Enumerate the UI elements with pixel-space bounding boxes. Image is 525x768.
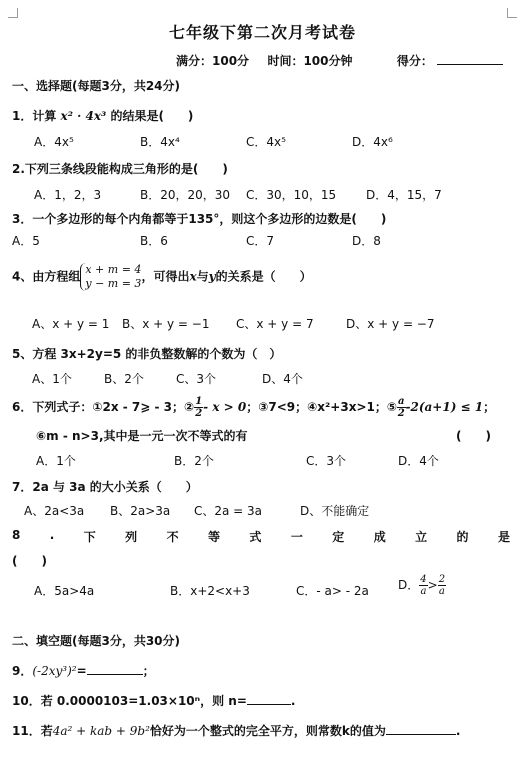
q6-fraction-2-denominator: 2 xyxy=(397,408,405,419)
q4-option-b[interactable]: B、x + y = −1 xyxy=(122,317,210,331)
q4-var-x: x xyxy=(189,269,197,284)
page-title: 七年级下第二次月考试卷 xyxy=(168,23,356,42)
q2-option-d[interactable]: D．4，15，7 xyxy=(366,188,442,202)
q6-line-2: ⑥m - n>3,其中是一元一次不等式的有 xyxy=(36,429,248,443)
question-3: 3．一个多边形的每个内角都等于135°，则这个多边形的边数是( ) xyxy=(12,212,387,226)
q8-char: 等 xyxy=(208,530,221,544)
q1-option-a[interactable]: A．4x⁵ xyxy=(34,135,74,149)
q11-expression: 4a² + kab + 9b² xyxy=(52,724,150,738)
q9-label: 9． xyxy=(12,664,33,678)
q8-option-d-operator: > xyxy=(427,578,438,592)
q8-char: 成 xyxy=(373,530,386,544)
q11-text-b: 恰好为一个整式的完全平方，则常数k的值为 xyxy=(149,724,386,738)
q6-option-a[interactable]: A．1个 xyxy=(36,454,76,468)
section-1-heading: 一、选择题(每题3分，共24分) xyxy=(12,79,181,93)
q8-char: 8 xyxy=(12,528,21,542)
q8-char: 是 xyxy=(497,530,510,544)
question-10 xyxy=(12,692,295,709)
q2-option-c[interactable]: C．30，10，15 xyxy=(246,188,337,202)
q6-stem-a: 6．下列式子：①2x - 7⩾ - 3；② xyxy=(12,400,195,414)
q1-option-c[interactable]: C．4x⁵ xyxy=(246,135,286,149)
q9-answer-blank[interactable] xyxy=(87,662,143,675)
q8-option-d-label: D． xyxy=(398,578,420,592)
q8-char: 列 xyxy=(125,530,138,544)
exam-time: 时间：100分钟 xyxy=(267,54,353,68)
q6-answer-paren: ( ) xyxy=(456,429,491,443)
q4-equation-2: y − m = 3 xyxy=(85,277,142,290)
q6-expression-a: - x > 0 xyxy=(203,400,247,414)
q8-char: 定 xyxy=(332,530,345,544)
q4-stem-c: 的关系是（ ） xyxy=(215,269,312,284)
q4-option-d[interactable]: D、x + y = −7 xyxy=(346,317,435,331)
q4-stem-b: ，可得出 xyxy=(141,269,190,284)
q11-text-a: 11．若 xyxy=(12,724,53,738)
exam-meta xyxy=(176,52,503,69)
q2-option-b[interactable]: B．20，20，30 xyxy=(140,188,231,202)
q7-option-a[interactable]: A、2a<3a xyxy=(24,504,85,518)
q5-option-d[interactable]: D、4个 xyxy=(262,372,303,386)
q5-option-a[interactable]: A、1个 xyxy=(32,372,72,386)
q10-answer-blank[interactable] xyxy=(247,692,291,705)
q3-option-b[interactable]: B．6 xyxy=(140,234,168,248)
q8-char: 式 xyxy=(249,530,262,544)
q8-d-f1-denominator: a xyxy=(420,586,427,597)
q8-char: 不 xyxy=(166,530,179,544)
q4-option-c[interactable]: C、x + y = 7 xyxy=(236,317,314,331)
q8-option-b[interactable]: B．x+2<x+3 xyxy=(170,584,250,598)
score-blank[interactable] xyxy=(437,52,503,65)
corner-mark-left xyxy=(8,8,18,18)
q6-option-c[interactable]: C．3个 xyxy=(306,454,347,468)
q6-option-d[interactable]: D．4个 xyxy=(398,454,439,468)
q3-option-a[interactable]: A．5 xyxy=(12,234,40,248)
q2-option-a[interactable]: A．1，2，3 xyxy=(34,188,102,202)
q1-expression: x² · 4x³ xyxy=(60,109,107,123)
q8-d-f2-denominator: a xyxy=(438,586,445,597)
q6-fraction-2-numerator: a xyxy=(398,396,405,407)
q4-equation-1: x + m = 4 xyxy=(85,263,142,276)
question-8-stem xyxy=(12,528,510,545)
q9-equals: = xyxy=(76,664,87,678)
q6-fraction-1-denominator: 2 xyxy=(195,408,203,419)
q9-end: ； xyxy=(142,664,155,678)
q1-option-b[interactable]: B．4x⁴ xyxy=(140,135,180,149)
q4-option-a[interactable]: A、x + y = 1 xyxy=(32,317,110,331)
q8-d-f2-numerator: 2 xyxy=(438,574,446,585)
q7-option-d[interactable]: D、不能确定 xyxy=(300,504,370,518)
q7-option-b[interactable]: B、2a>3a xyxy=(110,504,171,518)
q8-option-c[interactable]: C．- a> - 2a xyxy=(296,584,369,598)
q4-var-y: y xyxy=(208,269,216,284)
q8-option-d-fraction-2 xyxy=(438,574,446,597)
q4-with: 与 xyxy=(196,269,209,284)
q8-char: 下 xyxy=(83,530,96,544)
q8-answer-paren: ( ) xyxy=(12,554,47,568)
q6-expression-b: -2(a+1) ≤ 1 xyxy=(405,400,484,414)
question-9 xyxy=(12,662,155,679)
full-score: 满分：100分 xyxy=(176,54,250,68)
q8-char: . xyxy=(49,528,55,542)
q6-stem-b: ；③7<9；④x²+3x>1；⑤ xyxy=(246,400,398,414)
q4-equation-system xyxy=(80,263,141,291)
section-2-heading: 二、填空题(每题3分，共30分) xyxy=(12,634,181,648)
corner-mark-right xyxy=(507,8,517,18)
q8-option-a[interactable]: A．5a>4a xyxy=(34,584,95,598)
q1-stem-b: 的结果是( ) xyxy=(110,109,194,123)
q8-char: 立 xyxy=(415,530,428,544)
q5-option-c[interactable]: C、3个 xyxy=(176,372,217,386)
q10-end: . xyxy=(290,694,296,708)
q3-option-c[interactable]: C．7 xyxy=(246,234,275,248)
q8-d-f1-numerator: 4 xyxy=(420,574,427,585)
question-5: 5、方程 3x+2y=5 的非负整数解的个数为（ ） xyxy=(12,347,282,361)
q1-option-d[interactable]: D．4x⁶ xyxy=(352,135,393,149)
q6-option-b[interactable]: B．2个 xyxy=(174,454,214,468)
q11-answer-blank[interactable] xyxy=(386,722,456,735)
q9-expression: (-2xy³)² xyxy=(32,664,77,678)
question-2: 2.下列三条线段能构成三角形的是( ) xyxy=(12,162,228,176)
q6-stem-c: ； xyxy=(483,400,496,414)
score-label: 得分： xyxy=(396,54,433,68)
q5-option-b[interactable]: B、2个 xyxy=(104,372,144,386)
q11-end: . xyxy=(455,724,461,738)
q4-stem-a: 4、由方程组 xyxy=(12,269,81,284)
q8-option-d-fraction-1 xyxy=(419,574,427,597)
q7-option-c[interactable]: C、2a = 3a xyxy=(194,504,263,518)
question-11 xyxy=(12,722,460,739)
q8-char: 的 xyxy=(456,530,469,544)
q6-fraction-1-numerator: 1 xyxy=(195,396,203,407)
question-4 xyxy=(12,263,312,291)
q8-char: 一 xyxy=(290,530,303,544)
question-7: 7．2a 与 3a 的大小关系（ ） xyxy=(12,480,198,494)
q3-option-d[interactable]: D．8 xyxy=(352,234,381,248)
question-6 xyxy=(12,396,495,419)
q10-text: 10．若 0.0000103=1.03×10ⁿ，则 n= xyxy=(12,694,247,708)
q6-fraction-2 xyxy=(397,396,405,419)
q1-stem-a: 1．计算 xyxy=(12,109,57,123)
question-1 xyxy=(12,107,193,124)
q8-option-d[interactable] xyxy=(398,574,446,597)
q6-fraction-1 xyxy=(194,396,203,419)
